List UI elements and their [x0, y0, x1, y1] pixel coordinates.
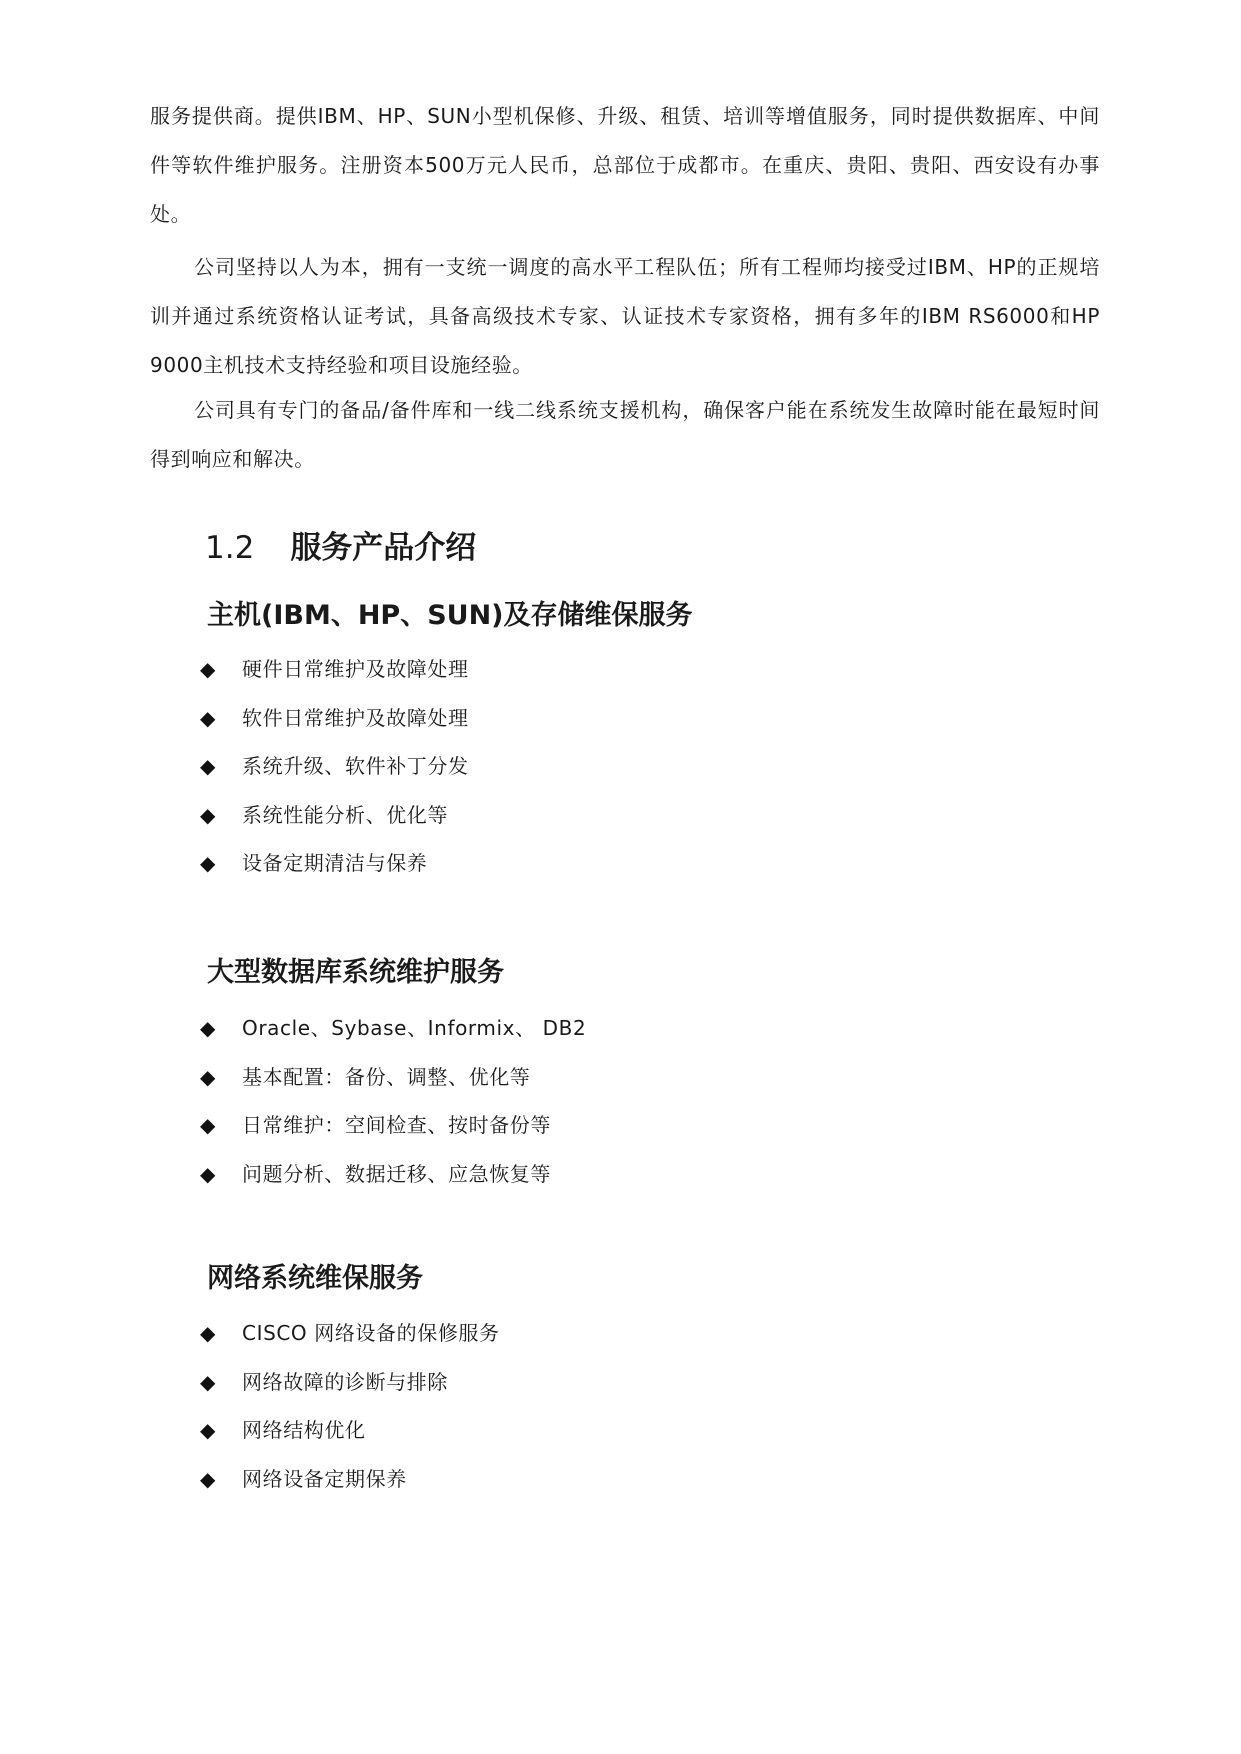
intro-paragraph-3: 公司具有专门的备品/备件库和一线二线系统支援机构，确保客户能在系统发生故障时能在最短时间得到响应和解决。 — [150, 398, 1100, 471]
diamond-bullet-icon: ◆ — [200, 1418, 216, 1442]
list-item-text: 网络结构优化 — [242, 1418, 366, 1442]
diamond-bullet-icon: ◆ — [200, 1369, 216, 1394]
group-list-database — [200, 1004, 586, 1198]
list-item-text: Oracle、Sybase、Informix、 DB2 — [242, 1016, 587, 1040]
group-heading-host: 主机(IBM、HP、SUN)及存储维保服务 — [207, 600, 693, 631]
diamond-bullet-icon: ◆ — [200, 1466, 216, 1491]
list-item-text: 基本配置：备份、调整、优化等 — [242, 1064, 531, 1089]
group-heading-database: 大型数据库系统维护服务 — [207, 957, 504, 988]
diamond-bullet-icon: ◆ — [200, 802, 216, 827]
group-list-network — [200, 1309, 500, 1503]
list-item — [200, 1406, 500, 1455]
diamond-bullet-icon: ◆ — [200, 657, 216, 681]
section-heading — [205, 522, 476, 567]
group-list-host — [200, 645, 469, 888]
list-item — [200, 1455, 500, 1504]
list-item — [200, 791, 469, 840]
diamond-bullet-icon: ◆ — [200, 1161, 216, 1186]
list-item-text: 软件日常维护及故障处理 — [242, 705, 469, 730]
diamond-bullet-icon: ◆ — [200, 1113, 216, 1137]
list-item — [200, 742, 469, 791]
list-item-text: 系统性能分析、优化等 — [242, 802, 448, 827]
diamond-bullet-icon: ◆ — [200, 705, 216, 730]
diamond-bullet-icon: ◆ — [200, 754, 216, 778]
list-item — [200, 1101, 586, 1150]
list-item-text: 问题分析、数据迁移、应急恢复等 — [242, 1161, 551, 1186]
list-item — [200, 645, 469, 694]
list-item-text: 硬件日常维护及故障处理 — [242, 657, 469, 681]
list-item-text: CISCO 网络设备的保修服务 — [242, 1321, 500, 1345]
diamond-bullet-icon: ◆ — [200, 851, 216, 875]
list-item — [200, 839, 469, 888]
diamond-bullet-icon: ◆ — [200, 1064, 216, 1089]
list-item — [200, 1150, 586, 1199]
list-item — [200, 1004, 586, 1053]
list-item-text: 日常维护：空间检查、按时备份等 — [242, 1113, 551, 1137]
list-item-text: 网络故障的诊断与排除 — [242, 1369, 448, 1394]
intro-paragraph-2: 公司坚持以人为本，拥有一支统一调度的高水平工程队伍；所有工程师均接受过IBM、HP的正规培训并通过系统资格认证考试，具备高级技术专家、认证技术专家资格，拥有多年的IBM RS6000和HP 9000主机技术支持经验和项目设施经验。 — [150, 255, 1100, 377]
section-title: 服务产品介绍 — [290, 530, 477, 566]
list-item-text: 系统升级、软件补丁分发 — [242, 754, 469, 778]
group-heading-network: 网络系统维保服务 — [207, 1263, 423, 1294]
section-number: 1.2 — [205, 530, 255, 566]
list-item — [200, 1309, 500, 1358]
intro-paragraph-1: 服务提供商。提供IBM、HP、SUN小型机保修、升级、租赁、培训等增值服务，同时提供数据库、中间件等软件维护服务。注册资本500万元人民币，总部位于成都市。在重庆、贵阳、贵阳、西安设有办事处。 — [150, 104, 1100, 226]
list-item — [200, 694, 469, 743]
list-item-text: 设备定期清洁与保养 — [242, 851, 428, 875]
diamond-bullet-icon: ◆ — [200, 1321, 216, 1345]
list-item — [200, 1358, 500, 1407]
diamond-bullet-icon: ◆ — [200, 1016, 216, 1040]
list-item — [200, 1053, 586, 1102]
list-item-text: 网络设备定期保养 — [242, 1466, 407, 1491]
